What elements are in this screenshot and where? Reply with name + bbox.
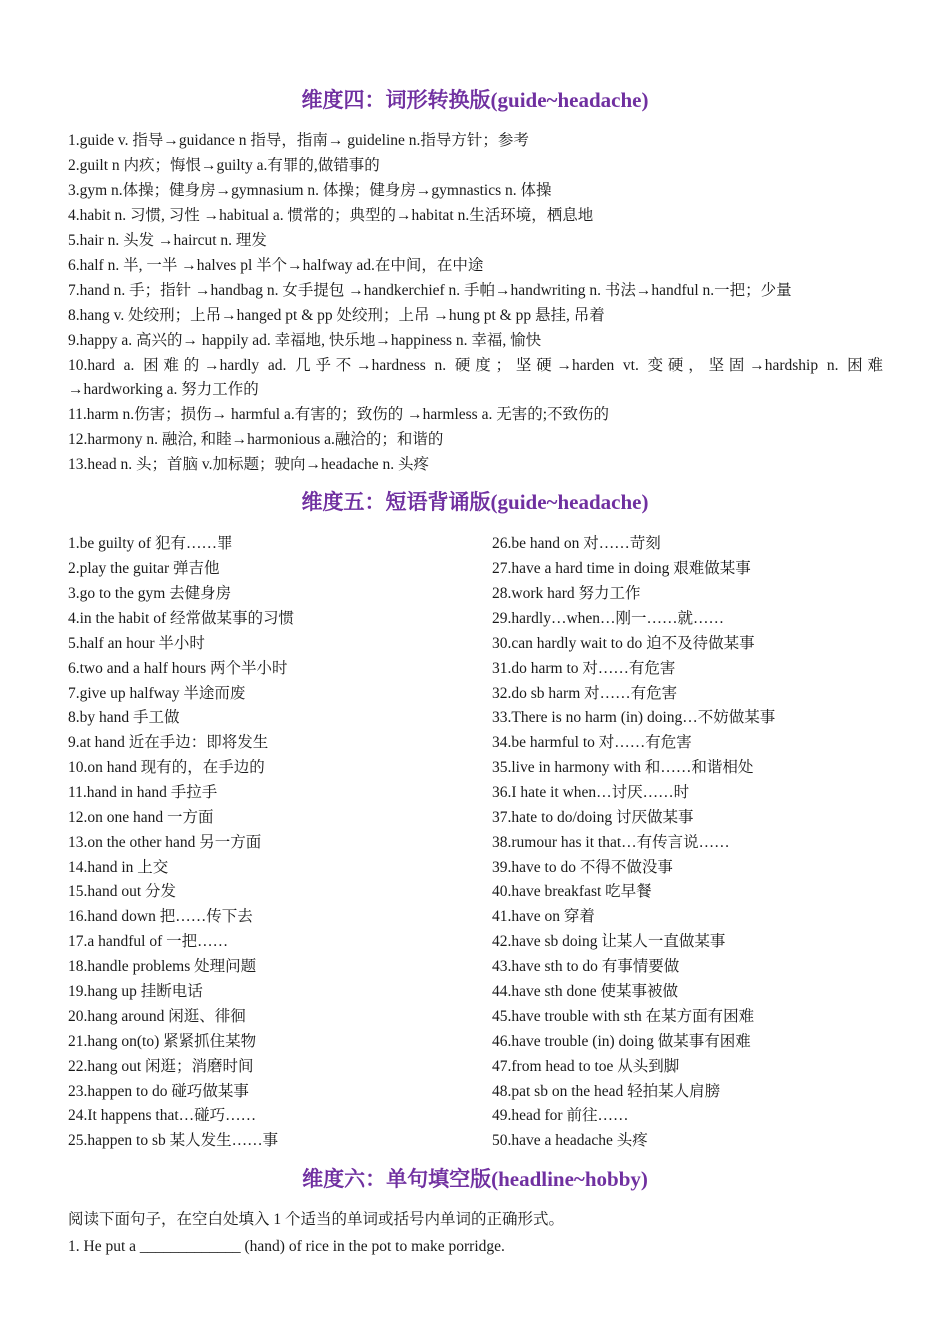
word-form-item: 9.happy a. 高兴的→ happily ad. 幸福地, 快乐地→happiness n. 幸福, 愉快 — [68, 332, 542, 349]
phrase-item: 43.have sth to do 有事情要做 — [492, 958, 680, 975]
phrase-item: 42.have sb doing 让某人一直做某事 — [492, 933, 726, 950]
phrase-item: 22.hang out 闲逛；消磨时间 — [68, 1058, 254, 1075]
phrase-item: 33.There is no harm (in) doing…不妨做某事 — [492, 709, 776, 726]
phrase-item: 16.hand down 把……传下去 — [68, 908, 253, 925]
phrase-item: 15.hand out 分发 — [68, 883, 177, 900]
word-form-item: 2.guilt n 内疚；悔恨→guilty a.有罪的,做错事的 — [68, 157, 380, 174]
phrase-item: 41.have on 穿着 — [492, 908, 595, 925]
phrase-item: 31.do harm to 对……有危害 — [492, 660, 676, 677]
phrase-item: 40.have breakfast 吃早餐 — [492, 883, 652, 900]
word-form-item: 3.gym n.体操；健身房→gymnasium n. 体操；健身房→gymnastics n. 体操 — [68, 182, 552, 199]
phrase-item: 26.be hand on 对……苛刻 — [492, 535, 661, 552]
phrase-item: 5.half an hour 半小时 — [68, 635, 205, 652]
word-form-item: 10.hard a. 困难的→hardly ad. 几乎不→hardness n. 硬度；坚硬→harden vt. 变硬，坚固→hardship n. 困难 — [68, 357, 883, 374]
phrase-item: 20.hang around 闲逛、徘徊 — [68, 1008, 246, 1025]
phrase-item: 25.happen to sb 某人发生……事 — [68, 1132, 279, 1149]
word-form-item: 5.hair n. 头发 →haircut n. 理发 — [68, 232, 267, 249]
word-form-item: 4.habit n. 习惯, 习性 →habitual a. 惯常的；典型的→habitat n.生活环境，栖息地 — [68, 207, 594, 224]
phrase-item: 10.on hand 现有的，在手边的 — [68, 759, 265, 776]
phrase-item: 36.I hate it when…讨厌……时 — [492, 784, 690, 801]
phrase-item: 9.at hand 近在手边：即将发生 — [68, 734, 269, 751]
word-form-item: 7.hand n. 手；指针 →handbag n. 女手提包 →handkerchief n. 手帕→handwriting n. 书法→handful n.一把；少量 — [68, 282, 792, 299]
phrase-item: 30.can hardly wait to do 迫不及待做某事 — [492, 635, 755, 652]
section5-title: 维度五：短语背诵版(guide~headache) — [301, 490, 649, 514]
exercise-question: 1. He put a _____________ (hand) of rice in the pot to make porridge. — [68, 1238, 505, 1255]
phrase-item: 2.play the guitar 弹吉他 — [68, 560, 220, 577]
phrase-item: 23.happen to do 碰巧做某事 — [68, 1083, 249, 1100]
phrase-item: 3.go to the gym 去健身房 — [68, 585, 232, 602]
word-form-item: 12.harmony n. 融洽, 和睦→harmonious a.融洽的；和谐的 — [68, 431, 444, 448]
phrase-item: 21.hang on(to) 紧紧抓住某物 — [68, 1033, 257, 1050]
phrase-item: 27.have a hard time in doing 艰难做某事 — [492, 560, 751, 577]
phrase-item: 39.have to do 不得不做没事 — [492, 859, 673, 876]
phrase-item: 29.hardly…when…刚一……就…… — [492, 610, 725, 627]
phrase-item: 12.on one hand 一方面 — [68, 809, 214, 826]
phrase-item: 37.hate to do/doing 讨厌做某事 — [492, 809, 694, 826]
phrase-item: 4.in the habit of 经常做某事的习惯 — [68, 610, 295, 627]
section4-title: 维度四：词形转换版(guide~headache) — [301, 88, 649, 112]
phrase-item: 1.be guilty of 犯有……罪 — [68, 535, 233, 552]
phrase-item: 34.be harmful to 对……有危害 — [492, 734, 692, 751]
phrase-item: 24.It happens that…碰巧…… — [68, 1107, 257, 1124]
phrase-item: 38.rumour has it that…有传言说…… — [492, 834, 730, 851]
phrase-item: 44.have sth done 使某事被做 — [492, 983, 678, 1000]
phrase-item: 14.hand in 上交 — [68, 859, 169, 876]
phrase-item: 18.handle problems 处理问题 — [68, 958, 257, 975]
phrase-item: 47.from head to toe 从头到脚 — [492, 1058, 680, 1075]
word-form-item-continued: →hardworking a. 努力工作的 — [68, 381, 259, 398]
phrase-item: 6.two and a half hours 两个半小时 — [68, 660, 288, 677]
phrase-item: 48.pat sb on the head 轻拍某人肩膀 — [492, 1083, 721, 1100]
phrase-item: 35.live in harmony with 和……和谐相处 — [492, 759, 754, 776]
phrase-item: 7.give up halfway 半途而废 — [68, 685, 246, 702]
phrase-item: 28.work hard 努力工作 — [492, 585, 641, 602]
phrase-item: 32.do sb harm 对……有危害 — [492, 685, 678, 702]
word-form-item: 8.hang v. 处绞刑；上吊→hanged pt & pp 处绞刑；上吊 →hung pt & pp 悬挂, 吊着 — [68, 307, 605, 324]
word-form-item: 1.guide v. 指导→guidance n 指导，指南→ guideline n.指导方针；参考 — [68, 132, 529, 149]
phrase-item: 49.head for 前往…… — [492, 1107, 629, 1124]
phrase-item: 8.by hand 手工做 — [68, 709, 180, 726]
phrase-item: 45.have trouble with sth 在某方面有困难 — [492, 1008, 755, 1025]
phrase-item: 17.a handful of 一把…… — [68, 933, 229, 950]
word-form-item: 13.head n. 头；首脑 v.加标题；驶向→headache n. 头疼 — [68, 456, 430, 473]
phrase-item: 50.have a headache 头疼 — [492, 1132, 648, 1149]
phrase-item: 19.hang up 挂断电话 — [68, 983, 203, 1000]
exercise-instruction: 阅读下面句子，在空白处填入 1 个适当的单词或括号内单词的正确形式。 — [68, 1211, 565, 1228]
phrase-item: 46.have trouble (in) doing 做某事有困难 — [492, 1033, 751, 1050]
phrase-item: 11.hand in hand 手拉手 — [68, 784, 218, 801]
phrase-item: 13.on the other hand 另一方面 — [68, 834, 262, 851]
word-form-item: 6.half n. 半, 一半 →halves pl 半个→halfway ad.在中间，在中途 — [68, 257, 484, 274]
section6-title: 维度六：单句填空版(headline~hobby) — [302, 1167, 648, 1191]
word-form-item: 11.harm n.伤害；损伤→ harmful a.有害的；致伤的 →harmless a. 无害的;不致伤的 — [68, 406, 610, 423]
